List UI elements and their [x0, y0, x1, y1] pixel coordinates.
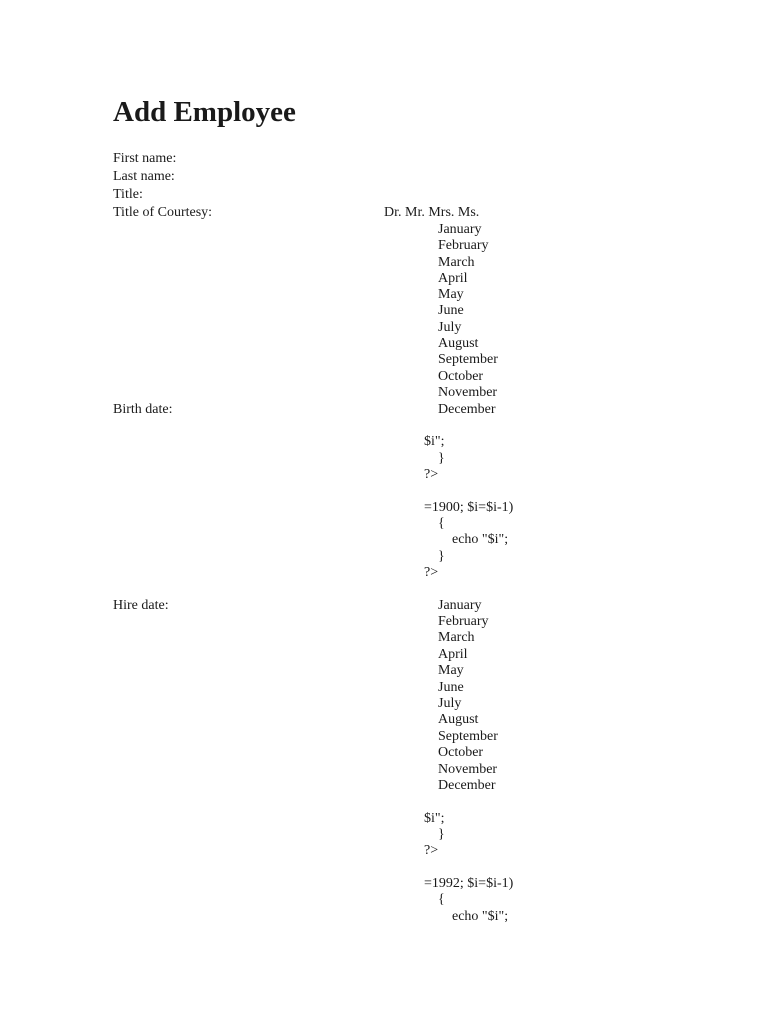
hire-month-option[interactable]: February [438, 614, 489, 629]
hire-month-option[interactable]: December [438, 778, 496, 793]
hire-date-label: Hire date: [113, 598, 169, 613]
birth-month-option[interactable]: June [438, 303, 464, 318]
hire-month-option[interactable]: June [438, 680, 464, 695]
title-of-courtesy-label: Title of Courtesy: [113, 205, 213, 220]
birth-code-line: echo "$i"; [452, 532, 509, 547]
birth-month-option[interactable]: May [438, 287, 464, 302]
birth-code-line: $i"; [424, 434, 445, 449]
hire-month-option[interactable]: July [438, 696, 462, 711]
hire-code-line: =1992; $i=$i-1) [424, 876, 514, 891]
hire-code-line: $i"; [424, 811, 445, 826]
birth-month-option[interactable]: November [438, 385, 498, 400]
hire-month-option[interactable]: August [438, 712, 479, 727]
birth-code-line: =1900; $i=$i-1) [424, 500, 514, 515]
birth-month-option[interactable]: January [438, 222, 482, 237]
birth-month-option[interactable]: April [438, 271, 468, 286]
hire-month-option[interactable]: October [438, 745, 484, 760]
page-title: Add Employee [113, 96, 296, 128]
courtesy-options[interactable]: Dr. Mr. Mrs. Ms. [384, 205, 480, 220]
title-label: Title: [113, 187, 143, 202]
birth-code-line: ?> [424, 467, 439, 482]
first-name-label: First name: [113, 151, 177, 166]
birth-month-option[interactable]: September [438, 352, 498, 367]
birth-month-option[interactable]: February [438, 238, 489, 253]
last-name-label: Last name: [113, 169, 175, 184]
hire-code-line: echo "$i"; [452, 909, 509, 924]
birth-month-option[interactable]: March [438, 255, 475, 270]
hire-month-option[interactable]: January [438, 598, 482, 613]
birth-month-option[interactable]: July [438, 320, 462, 335]
hire-code-line: ?> [424, 843, 439, 858]
hire-month-option[interactable]: March [438, 630, 475, 645]
hire-code-line: { [438, 892, 445, 907]
birth-code-line: } [438, 549, 445, 564]
hire-month-option[interactable]: November [438, 762, 498, 777]
birth-month-option[interactable]: December [438, 402, 496, 417]
birth-month-option[interactable]: October [438, 369, 484, 384]
hire-month-option[interactable]: May [438, 663, 464, 678]
birth-date-label: Birth date: [113, 402, 173, 417]
birth-code-line: } [438, 451, 445, 466]
hire-code-line: } [438, 827, 445, 842]
birth-code-line: { [438, 516, 445, 531]
hire-month-option[interactable]: April [438, 647, 468, 662]
hire-month-option[interactable]: September [438, 729, 498, 744]
birth-month-option[interactable]: August [438, 336, 479, 351]
birth-code-line: ?> [424, 565, 439, 580]
